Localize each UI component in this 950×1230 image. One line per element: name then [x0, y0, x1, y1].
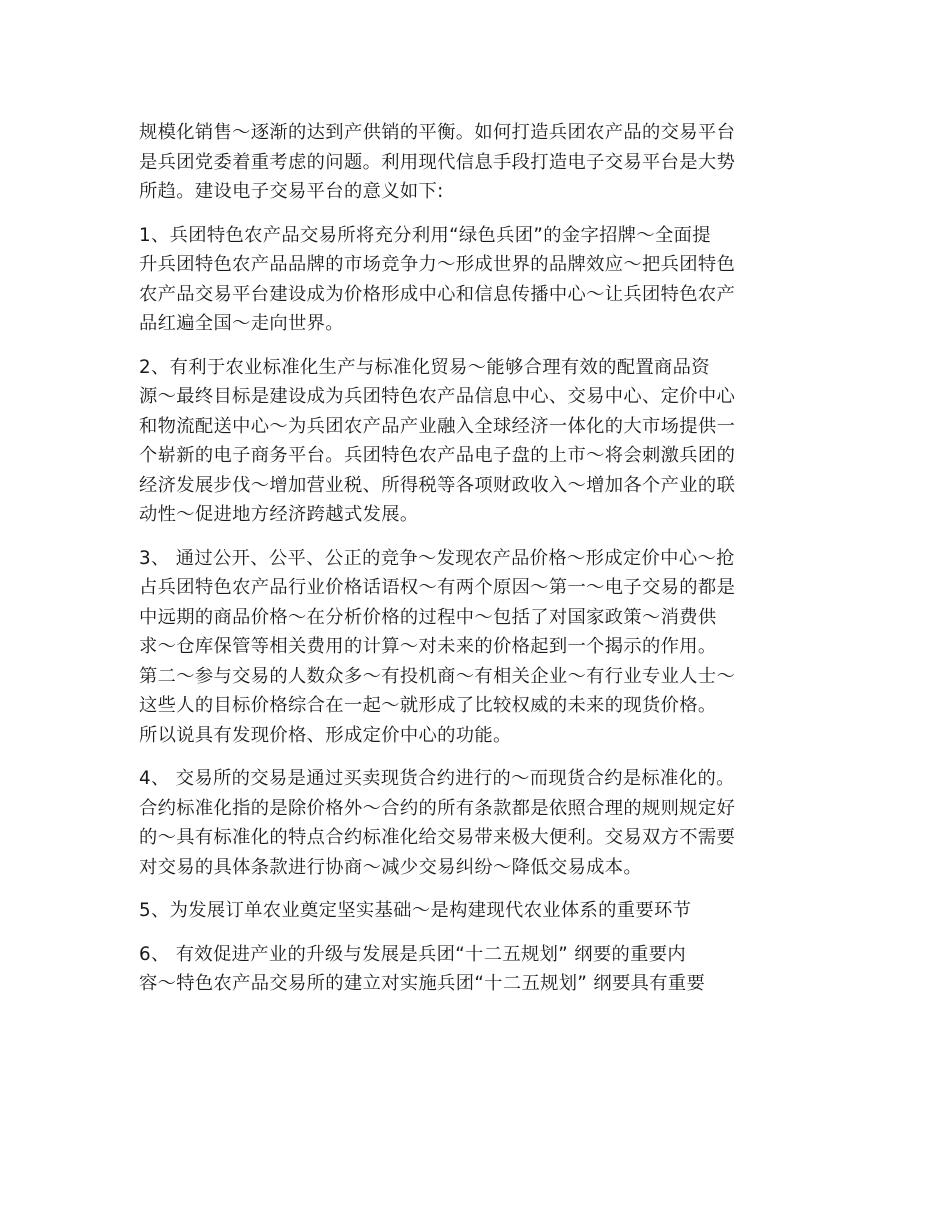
text-line: 品红遍全国～走向世界。: [139, 313, 344, 334]
text-line: 1、兵团特色农产品交易所将充分利用“绿色兵团”的金字招牌～全面提: [139, 224, 711, 246]
text-line: 容～特色农产品交易所的建立对实施兵团“十二五规划” 纲要具有重要: [139, 973, 706, 994]
text-line: 所以说具有发现价格、形成定价中心的功能。: [139, 724, 512, 746]
text-line: 5、为发展订单农业奠定坚实基础～是构建现代农业体系的重要环节: [139, 900, 692, 921]
text-line: 经济发展步伐～增加营业税、所得税等各项财政收入～增加各个产业的联: [139, 474, 736, 496]
paragraph-point-4: [139, 764, 814, 882]
text-line: 个崭新的电子商务平台。兵团特色农产品电子盘的上市～将会刺激兵团的: [139, 445, 736, 466]
text-line: 升兵团特色农产品品牌的市场竞争力～形成世界的品牌效应～把兵团特色: [139, 254, 736, 275]
text-line: 的～具有标准化的特点合约标准化给交易带来极大便利。交易双方不需要: [139, 827, 736, 848]
text-line: 源～最终目标是建设成为兵团特色农产品信息中心、交易中心、定价中心: [139, 386, 736, 407]
paragraph-intro: [139, 118, 814, 207]
text-line: 动性～促进地方经济跨越式发展。: [139, 504, 419, 525]
text-line: 求～仓库保管等相关费用的计算～对未来的价格起到一个揭示的作用。: [139, 636, 717, 657]
paragraph-point-1: [139, 221, 814, 339]
document-body: [139, 118, 814, 1013]
text-line: 第二～参与交易的人数众多～有投机商～有相关企业～有行业专业人士～: [139, 665, 736, 687]
paragraph-point-6: [139, 940, 814, 999]
text-line: 6、 有效促进产业的升级与发展是兵团“十二五规划” 纲要的重要内: [139, 943, 686, 965]
paragraph-point-5: [139, 896, 814, 926]
text-line: 所趋。建设电子交易平台的意义如下:: [139, 181, 444, 202]
text-line: 规模化销售～逐渐的达到产供销的平衡。如何打造兵团农产品的交易平台: [139, 122, 736, 143]
text-line: 和物流配送中心～为兵团农产品产业融入全球经济一体化的大市场提供一: [139, 415, 736, 437]
text-line: 2、有利于农业标准化生产与标准化贸易～能够合理有效的配置商品资: [139, 356, 710, 378]
text-line: 农产品交易平台建设成为价格形成中心和信息传播中心～让兵团特色农产: [139, 283, 736, 305]
text-line: 对交易的具体条款进行协商～减少交易纠纷～降低交易成本。: [139, 856, 643, 878]
text-line: 合约标准化指的是除价格外～合约的所有条款都是依照合理的规则规定好: [139, 797, 736, 819]
paragraph-point-3: [139, 544, 814, 751]
text-line: 是兵团党委着重考虑的问题。利用现代信息手段打造电子交易平台是大势: [139, 151, 736, 173]
paragraph-point-2: [139, 353, 814, 530]
text-line: 中远期的商品价格～在分析价格的过程中～包括了对国家政策～消费供: [139, 606, 717, 628]
text-line: 这些人的目标价格综合在一起～就形成了比较权威的未来的现货价格。: [139, 695, 717, 716]
text-line: 占兵团特色农产品行业价格话语权～有两个原因～第一～电子交易的都是: [139, 577, 736, 598]
text-line: 3、 通过公开、公平、公正的竞争～发现农产品价格～形成定价中心～抢: [139, 547, 735, 569]
text-line: 4、 交易所的交易是通过买卖现货合约进行的～而现货合约是标准化的。: [139, 768, 735, 789]
